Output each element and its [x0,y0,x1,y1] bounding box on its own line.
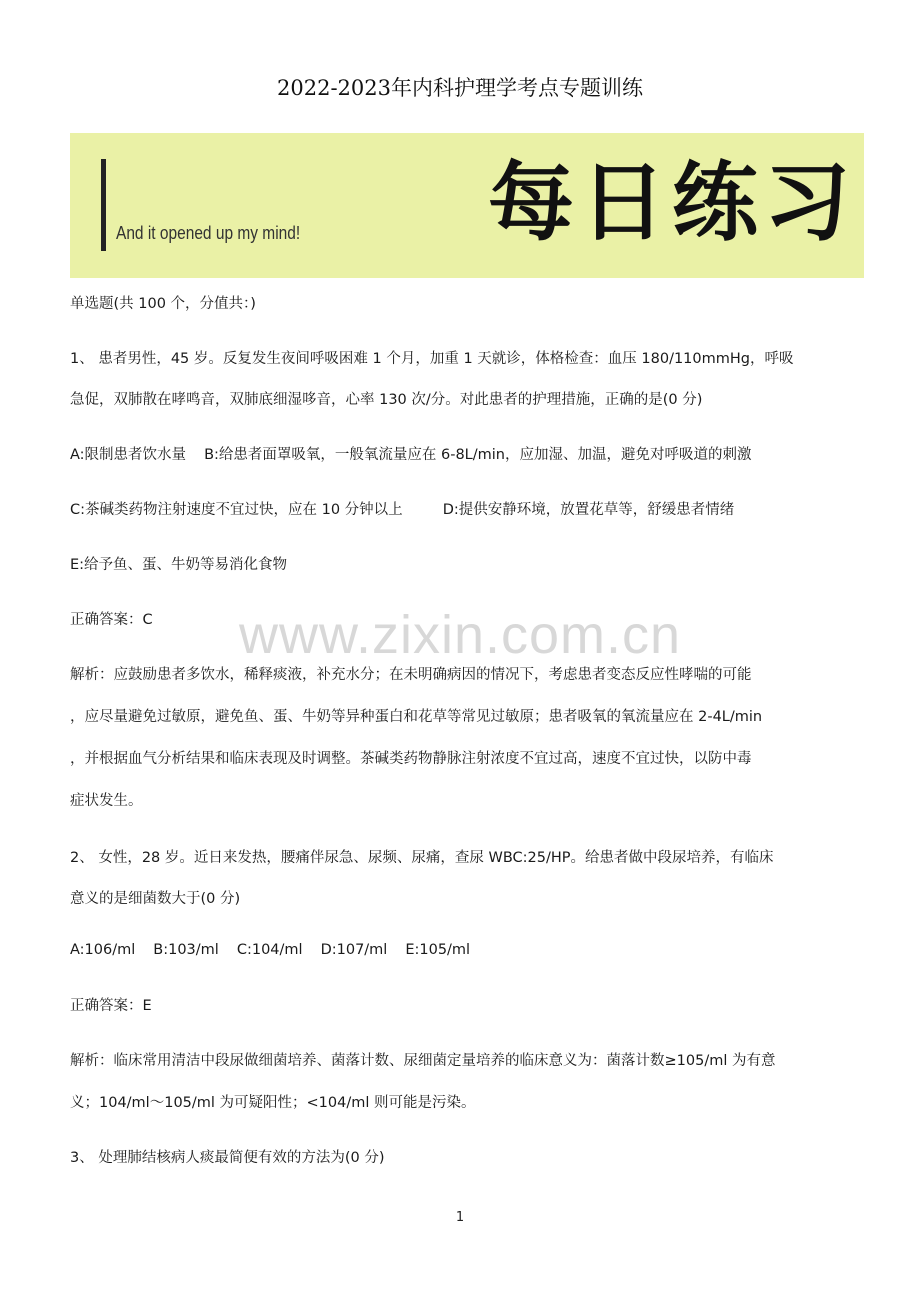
q1-analysis-line2: ，应尽量避免过敏原，避免鱼、蛋、牛奶等异种蛋白和花草等常见过敏原；患者吸氧的氧流量应在 2-4L/min [70,709,763,725]
q2-stem-line2: 意义的是细菌数大于(0 分) [70,891,241,907]
q1-answer: 正确答案：C [70,612,153,628]
q1-options-row1 [70,443,752,464]
q1-options-row2 [70,498,734,519]
q2-options [70,942,470,958]
banner-vertical-bar [101,159,106,251]
q1-analysis-line4: 症状发生。 [70,793,143,809]
q2-option-a: A:106/ml [70,942,136,958]
q1-option-e: E:给予鱼、蛋、牛奶等易消化食物 [70,557,288,573]
q1-analysis-line3: ，并根据血气分析结果和临床表现及时调整。茶碱类药物静脉注射浓度不宜过高，速度不宜过快，以防中毒 [70,751,752,767]
q1-analysis-line1: 解析：应鼓励患者多饮水，稀释痰液，补充水分；在未明确病因的情况下，考虑患者变态反应性哮喘的可能 [70,667,752,683]
q2-analysis-line1: 解析：临床常用清洁中段尿做细菌培养、菌落计数、尿细菌定量培养的临床意义为：菌落计数≥105/ml 为有意 [70,1053,776,1069]
q1-option-d: D:提供安静环境，放置花草等，舒缓患者情绪 [442,502,735,518]
banner-big-text: 每日练习 [488,153,856,253]
banner-subtitle: And it opened up my mind! [116,223,301,243]
q2-option-d: D:107/ml [320,942,388,958]
q1-option-a: A:限制患者饮水量 [70,447,187,463]
daily-practice-banner [70,133,864,278]
q1-stem-line1: 1、 患者男性，45 岁。反复发生夜间呼吸困难 1 个月，加重 1 天就诊，体格检查：血压 180/110mmHg，呼吸 [70,351,794,367]
q2-option-c: C:104/ml [236,942,303,958]
q2-option-e: E:105/ml [405,942,471,958]
q1-option-b: B:给患者面罩吸氧，一般氧流量应在 6-8L/min，应加湿、加温，避免对呼吸道的刺激 [204,447,752,463]
watermark: www.zixin.com.cn [238,605,682,665]
page-number: 1 [455,1210,465,1225]
q2-stem-line1: 2、 女性，28 岁。近日来发热，腰痛伴尿急、尿频、尿痛，查尿 WBC:25/HP。给患者做中段尿培养，有临床 [70,850,774,866]
q1-stem-line2: 急促，双肺散在哮鸣音，双肺底细湿哆音，心率 130 次/分。对此患者的护理措施，正确的是(0 分) [70,392,703,408]
q2-answer: 正确答案：E [70,998,152,1014]
section-header: 单选题(共 100 个，分值共：) [70,296,256,312]
q2-analysis-line2: 义；104/ml～105/ml 为可疑阳性；<104/ml 则可能是污染。 [70,1095,476,1111]
q3-stem-line1: 3、 处理肺结核病人痰最简便有效的方法为(0 分) [70,1150,385,1166]
document-title: 2022-2023年内科护理学考点专题训练 [277,76,643,100]
q1-option-c: C:茶碱类药物注射速度不宜过快，应在 10 分钟以上 [70,502,403,518]
q2-option-b: B:103/ml [153,942,219,958]
